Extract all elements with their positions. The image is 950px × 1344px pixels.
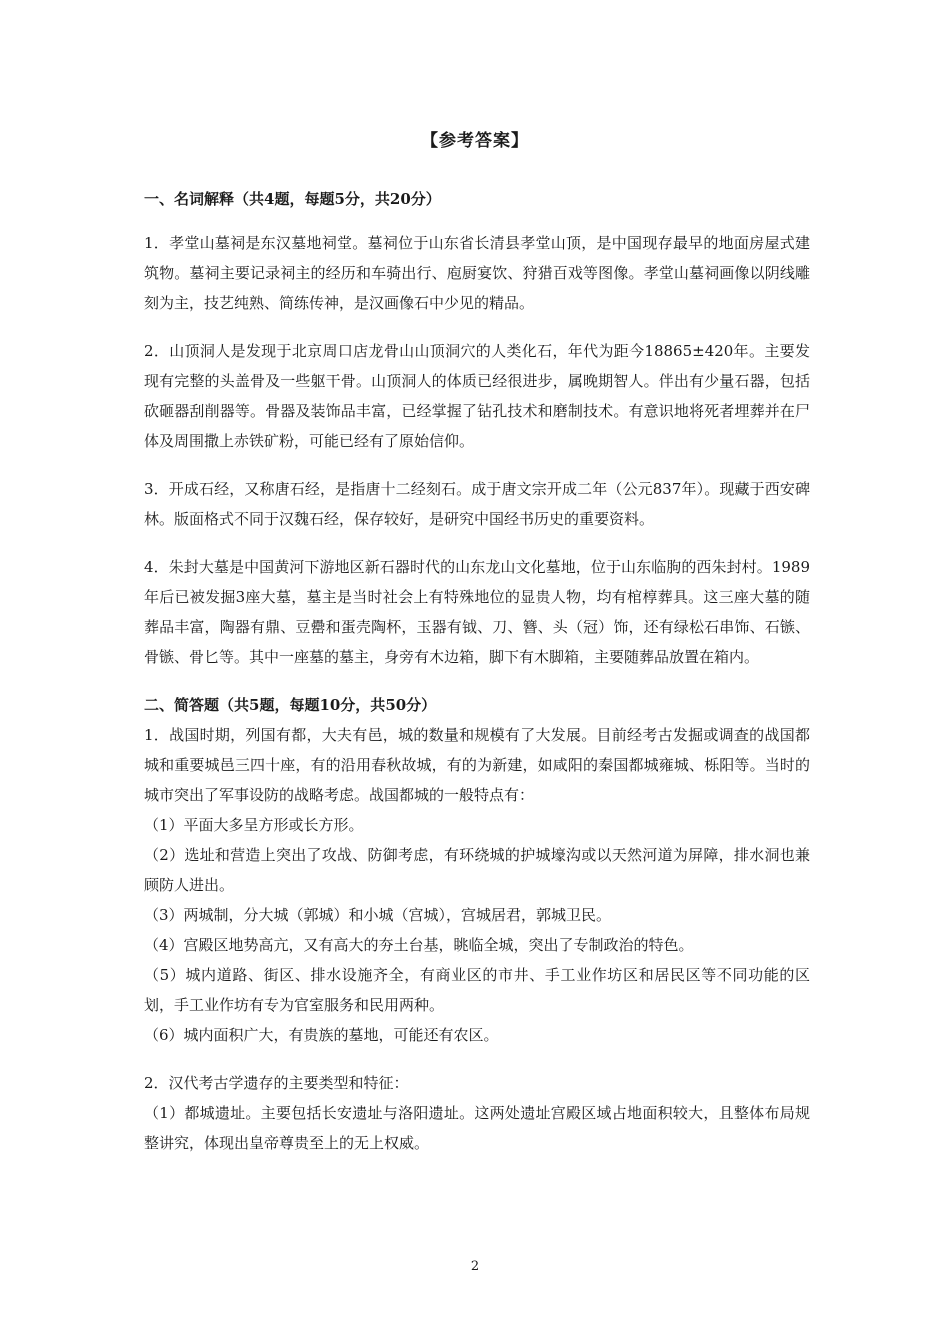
term-answer-4: 4．朱封大墓是中国黄河下游地区新石器时代的山东龙山文化墓地，位于山东临朐的西朱封村。1989年后已被发掘3座大墓，墓主是当时社会上有特殊地位的显贵人物，均有棺椁葬具。这三座大墓的随葬品丰富，陶器有鼎、豆罍和蛋壳陶杯，玉器有钺、刀、簪、头（冠）饰，还有绿松石串饰、石镞、骨镞、骨匕等。其中一座墓的墓主，身旁有木边箱，脚下有木脚箱，主要随葬品放置在箱内。 — [144, 558, 810, 666]
document-title: 【参考答案】 — [421, 131, 529, 151]
short-answer-1-intro: 1．战国时期，列国有都，大夫有邑，城的数量和规模有了大发展。目前经考古发掘或调查的战国都城和重要城邑三四十座，有的沿用春秋故城，有的为新建，如咸阳的秦国都城雍城、栎阳等。当时的城市突出了军事设防的战略考虑。战国都城的一般特点有： — [144, 726, 810, 804]
short-answer-1-point-5: （5）城内道路、街区、排水设施齐全，有商业区的市井、手工业作坊区和居民区等不同功能的区划，手工业作坊有专为官室服务和民用两种。 — [144, 966, 810, 1014]
term-answer-2: 2．山顶洞人是发现于北京周口店龙骨山山顶洞穴的人类化石，年代为距今18865±420年。主要发现有完整的头盖骨及一些躯干骨。山顶洞人的体质已经很进步，属晚期智人。伴出有少量石器，包括砍砸器刮削器等。骨器及装饰品丰富，已经掌握了钻孔技术和磨制技术。有意识地将死者埋葬并在尸体及周围撒上赤铁矿粉，可能已经有了原始信仰。 — [144, 342, 810, 450]
page-number: 2 — [470, 1259, 480, 1274]
term-answer-1: 1．孝堂山墓祠是东汉墓地祠堂。墓祠位于山东省长清县孝堂山顶，是中国现存最早的地面房屋式建筑物。墓祠主要记录祠主的经历和车骑出行、庖厨宴饮、狩猎百戏等图像。孝堂山墓祠画像以阴线雕刻为主，技艺纯熟、简练传神，是汉画像石中少见的精品。 — [144, 234, 810, 312]
short-answer-1-point-1: （1）平面大多呈方形或长方形。 — [144, 816, 364, 834]
short-answer-2-point-1: （1）都城遗址。主要包括长安遗址与洛阳遗址。这两处遗址宫殿区域占地面积较大，且整体布局规整讲究，体现出皇帝尊贵至上的无上权威。 — [144, 1104, 810, 1152]
short-answer-1-point-6: （6）城内面积广大，有贵族的墓地，可能还有农区。 — [144, 1026, 499, 1044]
section-1-heading: 一、名词解释（共4题，每题5分，共20分） — [144, 190, 441, 208]
document-body — [144, 184, 810, 1158]
section-2-heading: 二、简答题（共5题，每题10分，共50分） — [144, 696, 437, 714]
short-answer-1-point-2: （2）选址和营造上突出了攻战、防御考虑，有环绕城的护城壕沟或以天然河道为屏障，排水洞也兼顾防人进出。 — [144, 846, 810, 894]
short-answer-1-point-3: （3）两城制，分大城（郭城）和小城（宫城），宫城居君，郭城卫民。 — [144, 906, 612, 924]
term-answer-3: 3．开成石经，又称唐石经，是指唐十二经刻石。成于唐文宗开成二年（公元837年）。现藏于西安碑林。版面格式不同于汉魏石经，保存较好，是研究中国经书历史的重要资料。 — [144, 480, 810, 528]
short-answer-1-point-4: （4）宫殿区地势高亢，又有高大的夯土台基，眺临全城，突出了专制政治的特色。 — [144, 936, 694, 954]
short-answer-2-intro: 2．汉代考古学遗存的主要类型和特征： — [144, 1074, 409, 1092]
